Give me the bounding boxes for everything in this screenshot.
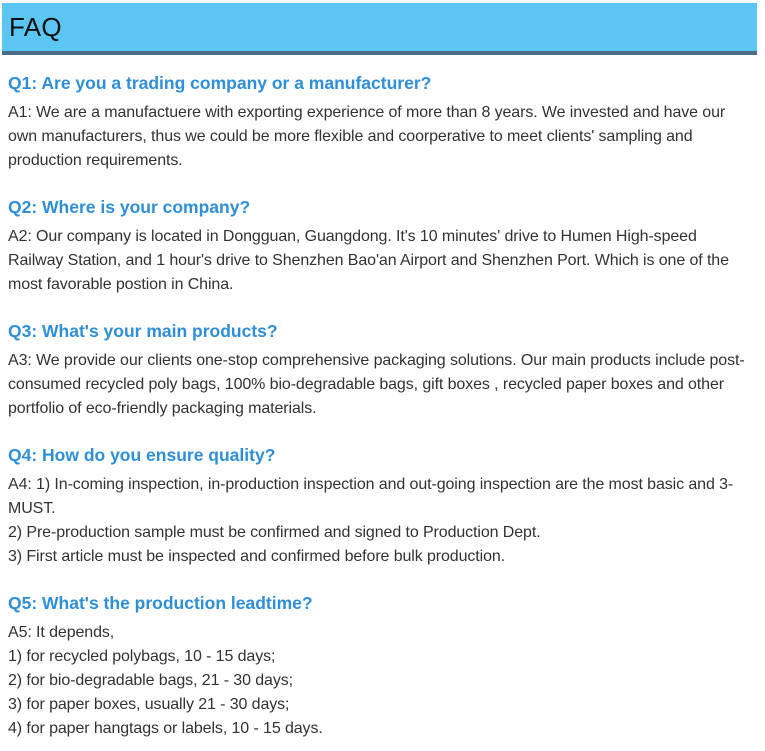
question-heading: Q1: Are you a trading company or a manufacturer? [8, 73, 432, 93]
faq-section-q3 [8, 321, 753, 421]
question-heading: Q3: What's your main products? [8, 321, 278, 341]
answer-block [8, 101, 753, 173]
answer-paragraph: 2) for bio-degradable bags, 21 - 30 days; [8, 672, 293, 689]
answer-block [8, 349, 753, 421]
answer-block [8, 621, 753, 741]
answer-paragraph: 4) for paper hangtags or labels, 10 - 15 days. [8, 720, 323, 737]
answer-paragraph: A2: Our company is located in Dongguan, Guangdong. It's 10 minutes' drive to Humen High-speed Railway Station, and 1 hour's drive to Shenzhen Bao'an Airport and Shenzhen Port. Which is one of the most favorable postion in China. [8, 228, 729, 293]
answer-block [8, 225, 753, 297]
faq-header-bar [2, 3, 757, 55]
question-heading: Q2: Where is your company? [8, 197, 251, 217]
faq-section-q2 [8, 197, 753, 297]
question-heading: Q5: What's the production leadtime? [8, 593, 313, 613]
faq-section-q4 [8, 445, 753, 569]
page-title: FAQ [9, 11, 62, 42]
question-heading: Q4: How do you ensure quality? [8, 445, 276, 465]
answer-paragraph: 3) First article must be inspected and confirmed before bulk production. [8, 548, 506, 565]
faq-section-q1 [8, 73, 753, 173]
answer-paragraph: A4: 1) In-coming inspection, in-production inspection and out-going inspection are the most basic and 3-MUST. [8, 476, 734, 517]
faq-section-q5 [8, 593, 753, 741]
answer-paragraph: A3: We provide our clients one-stop comprehensive packaging solutions. Our main products include post-consumed recycled poly bags, 100% bio-degradable bags, gift boxes , recycled paper boxes and other portfolio of eco-friendly packaging materials. [8, 352, 745, 417]
answer-block [8, 473, 753, 569]
answer-paragraph: A5: It depends, [8, 624, 115, 641]
faq-content [0, 73, 765, 741]
answer-paragraph: 3) for paper boxes, usually 21 - 30 days; [8, 696, 290, 713]
answer-paragraph: 2) Pre-production sample must be confirmed and signed to Production Dept. [8, 524, 541, 541]
answer-paragraph: A1: We are a manufactuere with exporting experience of more than 8 years. We invested and have our own manufacturers, thus we could be more flexible and coorperative to meet clients' sampling and production requirements. [8, 104, 726, 169]
answer-paragraph: 1) for recycled polybags, 10 - 15 days; [8, 648, 276, 665]
